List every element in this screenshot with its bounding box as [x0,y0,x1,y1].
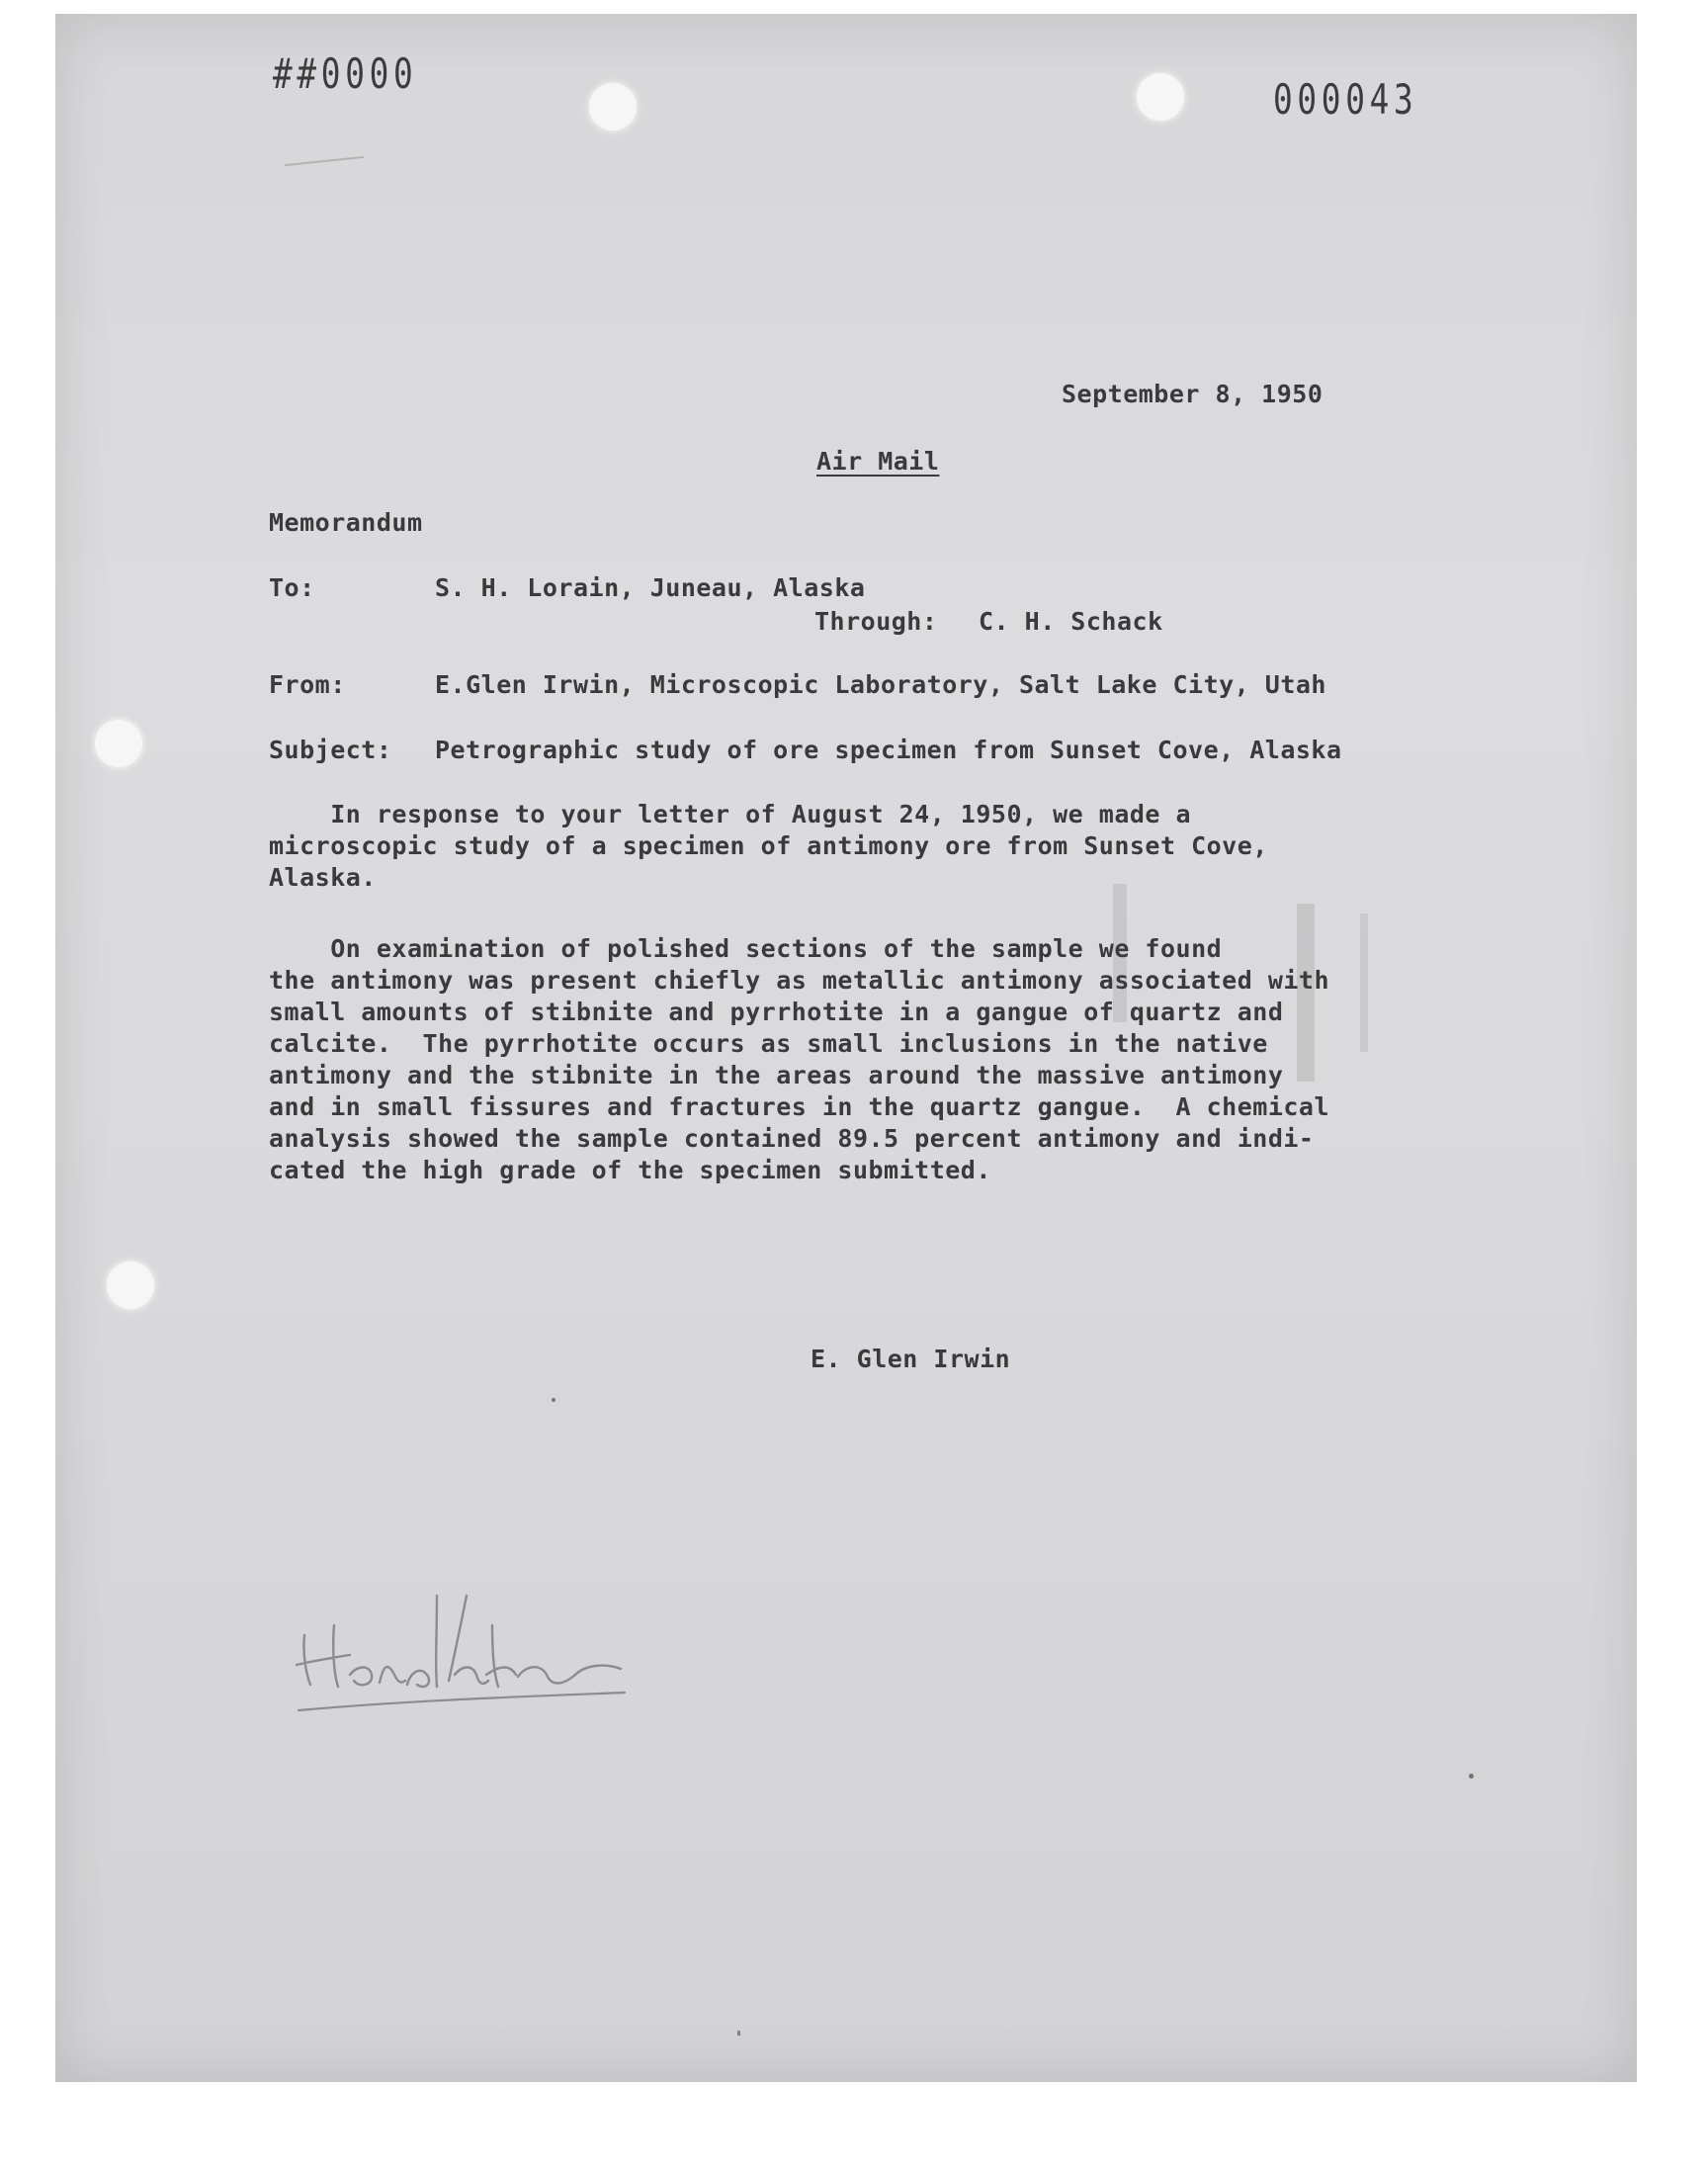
through-label: Through: [814,607,938,636]
bleed-through-mark [1297,904,1315,1082]
subject-label: Subject: [269,736,392,764]
from-label: From: [269,670,346,699]
paper-speck [552,1398,555,1402]
punch-hole-left-lower [107,1262,154,1309]
paragraph-1-line: microscopic study of a specimen of antimony ore from Sunset Cove, [269,831,1268,860]
paragraph-1-line: Alaska. [269,863,377,892]
document-page [55,14,1637,2082]
bleed-through-mark [1360,914,1368,1052]
paragraph-2-line: On examination of polished sections of the sample we found [269,934,1223,963]
bleed-through-mark [1113,884,1127,1022]
paragraph-2-line: calcite. The pyrrhotite occurs as small inclusions in the native [269,1029,1268,1058]
paragraph-2-line: the antimony was present chiefly as metallic antimony associated with [269,966,1330,995]
from-value: E.Glen Irwin, Microscopic Laboratory, Salt Lake City, Utah [435,670,1326,699]
to-value: S. H. Lorain, Juneau, Alaska [435,573,866,602]
paragraph-2-line: analysis showed the sample contained 89.5 percent antimony and indi- [269,1124,1315,1153]
signoff-name: E. Glen Irwin [811,1345,1011,1373]
memo-date: September 8, 1950 [1062,380,1324,408]
paragraph-2 [269,933,1435,1186]
through-value: C. H. Schack [979,607,1163,636]
paragraph-2-line: small amounts of stibnite and pyrrhotite in a gangue of quartz and [269,998,1284,1026]
paragraph-2-line: antimony and the stibnite in the areas around the massive antimony [269,1061,1284,1089]
stamp-top-left: ##0000 [273,49,418,98]
paragraph-2-line: cated the high grade of the specimen submitted. [269,1156,991,1184]
paragraph-2-line: and in small fissures and fractures in the quartz gangue. A chemical [269,1092,1330,1121]
subject-value: Petrographic study of ore specimen from Sunset Cove, Alaska [435,736,1342,764]
document-type: Memorandum [269,508,423,537]
stamp-top-right: 000043 [1273,75,1418,124]
punch-hole-top [1137,73,1184,121]
delivery-method: Air Mail [816,447,940,476]
to-label: To: [269,573,315,602]
punch-hole-top-left [589,83,637,130]
punch-hole-left-upper [95,720,142,767]
paragraph-1 [269,799,1435,894]
paragraph-1-line: In response to your letter of August 24, 1950, we made a [269,800,1192,828]
handwritten-signature [289,1526,724,1724]
paper-speck [1469,1774,1474,1779]
pencil-mark [285,156,364,166]
paper-speck [737,2031,740,2036]
